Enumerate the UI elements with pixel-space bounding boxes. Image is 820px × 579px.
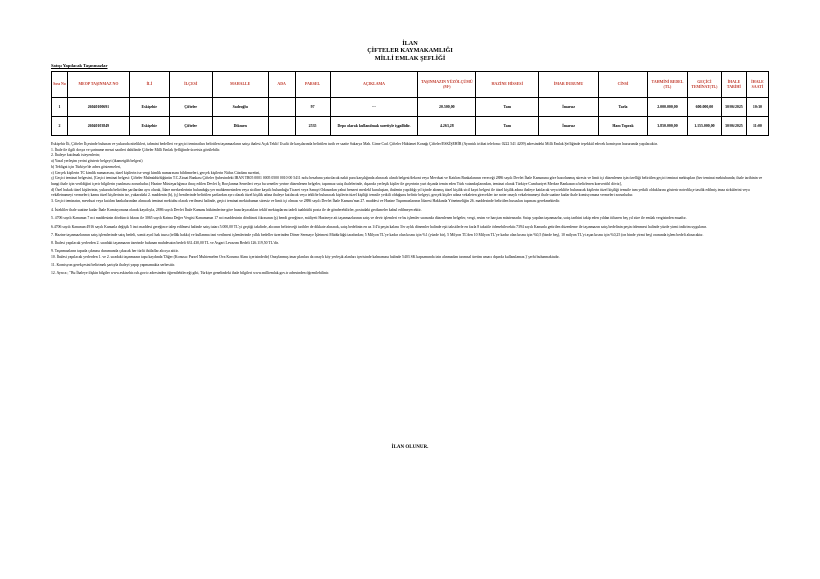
table-row xyxy=(52,117,769,136)
clause-1: 1. İhale ile ilgili dosya ve şartname mesai saatleri dahilinde Çifteler Milli Emlak Şefliğinde ücretsiz görülebilir. xyxy=(51,147,221,152)
clause-9: 9. Taşınmazların tapuda çıkması durumunda çıkacak her türlü ihtilaflar alıcıya aittir. xyxy=(51,249,179,254)
table-cell: Depo olarak kullanılmak suretiyle işgallidir. xyxy=(330,117,418,136)
table-cell: Sadeoğlu xyxy=(212,98,268,117)
table-cell: 2 xyxy=(52,117,68,136)
clause-4: 4. İstekliler ihale saatine kadar İhale Komisyonuna olarak kayıtlıyla, 2886 sayılı Devlet İhale Kanunu hükümlerine göre hazırlayacakları teklif mektuplarını iadeli taahhütlü posta ile de gönderebilirler, postadaki gecikmeler kabul edilmeyecektir. xyxy=(51,208,422,213)
clause-2d: ç) Geçici teminat belgesini, [Geçici teminat belgesi: Çifteler Malmüdürlüğünün T.C.Ziraat Bankası Çifteler Şubesindeki IBAN TR05 0001 0005 0500 0010 00 5411 nolu hesabına yatırılacak nakit para karşılığında alınacak alındı belgesi/dekont veya Mevduat ve Katılım Bankalarının vereceği 2886 sayılı Devlet İhale Kanununa göre hazırlanmış süresiz ve limit içi düzenlenen işin özelliği belirtilen geçici teminat mektupları (her teminat mektubunda; ihale tarihinin ve hangi ihale için verildiğini içerir bilgilerin yazılması zorunludur.) Hazine Müsteşarlığınca ihraç edilen Devlet İç Borçlanma Senetleri veya bu senetler yerine düzenlenen belgeler, taşınmaz satış ihalelerinde, dışarıda yerleşik kişiler ile geçerinin yurt dışında temin eden Türk vatandaşlarından, teminat olarak Türkiye Cumhuriyet Merkez Bankasınca belirlenen konvertibl döviz], xyxy=(51,176,763,186)
clause-7: 7. Hazine taşınmazlarının satış işlemlerinde satış bedeli, somit ayrıl hak tasısı (tellâk hakkı) ve kullanma izni verilmesi işlemlerinde yıllık bedeller üzerinden Döner Sermaye İşletmesi Müdürlüğü tarafından; 5 Milyon TL'ye kadar olan kısmı için %1 (yüzde bir), 5 Milyon TL'den 10 Milyon TL'ye kadar olan kısmı için %0,5 (binde beş), 10 milyon TL'yi aşan kısmı için %0,25 (on binde yirmi beş) oranında işlem bedeli alınacaktır. xyxy=(51,232,704,237)
col-header: MEOP TAŞINMAZ NO xyxy=(67,72,129,98)
col-header: İHALE SAATİ xyxy=(746,72,768,98)
document-header xyxy=(0,40,820,62)
table-subtitle: Satışı Yapılacak Taşınmazlar xyxy=(51,63,108,68)
col-header: PARSEL xyxy=(295,72,330,98)
col-header: Sıra No xyxy=(52,72,68,98)
table-cell: Eskişehir xyxy=(129,98,169,117)
col-header: AÇIKLAMA xyxy=(330,72,418,98)
table-cell: 11:00 xyxy=(746,117,768,136)
clause-2e: d) Özel hukuk tüzel kişilerinin, yukarıda belirtilen şartlardan ayrı olarak, İdare merkezlerinin bulunduğu yer mahkemesinden veya siciline kayıtlı bulunduğu Ticaret veya Sanayi Odasından yahut benzeri meslekî kuruluştan, ihalenin yapıldığı yıl içinde alınmış tüzel kişilik sicil kayıt belgesi ile tüzel kişilik adına ihaleye katılacak veya teklifte bulunacak kişilerin tüzel kişiliği temsile tam yetkili olduklarını gösterir noterlikçe tasdik edilmiş imza sirkülerini veya vekâletnameyi vermeleri; kamu tüzel kişilerinin ise, yukarıdaki 2. maddenin (b), (ç) bentlerinde belirtilen şartlardan ayrı olarak tüzel kişilik adına ihaleye katılacak veya teklifte bulunacak kişilerin tüzel kişiliği temsile yetkili olduğunu belirtir belgeyi, gerçek kişiler adına vekaleten girecekler ise noter onaylı vekaletnameyi ihale saatine kadar ihale komisyonuna vermeleri zorunludur. xyxy=(51,187,750,198)
col-header: TAHMİNİ BEDEL (TL) xyxy=(647,72,687,98)
table-cell: 600.000,00 xyxy=(687,98,721,117)
clause-5: 5. 4706 sayılı Kanunun 7 nci maddesinin dördüncü fıkrası ile 3065 sayılı Katma Değer Vergisi Kanununun 17 nci maddesinin dördüncü fıkrasının (ş) bendi gereğince, müliyeti Hazineye ait taşınmazlarının satış ve devir işlemleri ve bu işlemler sırasında düzenlenen belgeler, vergi, resim ve harçtan müstesnadır. Satışı yapılan taşınmazlar, satış tarihini takip eden yıldan itibaren beş yıl süre ile emlak vergisinden muaftır. xyxy=(51,216,687,221)
table-cell: İmarsız xyxy=(539,98,599,117)
col-header: HAZİNE HİSSESİ xyxy=(476,72,539,98)
col-header: TAŞINMAZIN YÜZÖLÇÜMÜ (M²) xyxy=(418,72,476,98)
table-cell xyxy=(268,117,295,136)
header-line-ilan: İLAN xyxy=(402,40,418,47)
table-cell: Çifteler xyxy=(169,98,212,117)
property-table xyxy=(51,71,769,136)
table-cell: 4.263,28 xyxy=(418,117,476,136)
table-cell: Tam xyxy=(476,117,539,136)
col-header: MAHALLE xyxy=(212,72,268,98)
clause-2b: b) Tebligat için Türkiye'de adres göstermeleri, xyxy=(51,164,122,169)
col-header: İHALE TARİHİ xyxy=(721,72,746,98)
intro-paragraph: Eskişehir İli, Çifteler İlçesinde bulunan ve yukarıda nitelikleri, tahmini bedelleri ve geçici teminatları belirtilen taşınmazların satışı ihalesi Açık Teklif Usulü ile karşılarında belirtilen tarih ve saatte Sakarya Mah. Girne Cad. Çifteler Hükümet Konağı Çifteler/ESKİŞEHİR (Ayrıntılı irtibat telefonu: 0222 541 4209) adresindeki Milli Emlak Şefliğinde teşekkül edecek komisyon huzurunda yapılacaktır. xyxy=(51,142,658,146)
clause-6: 6.4706 sayılı Kanunun 4916 sayılı Kanunla değişik 5 inci maddesi gereğince talep edilmesi halinde satış tutarı 5.000,00 TL'yi geçtiği takdirde, alıcının belirteceği tarihler de dikkate alınarak, satış bedelinin en az 1/4'ü peşin kalanı 3'er aylık dönemler halinde eşit taksitlerle en fazla 8 taksitle ödenebilecektir.7394 sayılı Kanunla getirilen düzenleme ile taşınmazın satış bedelinin peşin ödenmesi halinde yüzde yirmi indirim uygulanır. xyxy=(51,224,707,229)
header-line-sefligi: MİLLİ EMLAK ŞEFLİĞİ xyxy=(374,54,446,62)
table-cell: 1.155.000,00 xyxy=(687,117,721,136)
table-cell: 26040103849 xyxy=(67,117,129,136)
table-row xyxy=(52,98,769,117)
table-cell: 2535 xyxy=(295,117,330,136)
clause-10: 10. İhalesi yapılacak yerlerden 1. ve 2. sıradaki taşınmazın tapu kaydında 'Diğer (Konusu: Parsel Muhtemelen Ova Koruma Alanı içerisindedir) Onaylanmış imar planları da onaylı köy yerleşik alanları içerisinde kalmaması halinde 5403 SK kapsamında izin alınmadan tarımsal üretim amacı dışında kullanılamaz.)' şerhi bulunmaktadır. xyxy=(51,254,560,259)
table-cell: Ham Toprak xyxy=(599,117,648,136)
table-cell xyxy=(268,98,295,117)
table-cell: 20.500,00 xyxy=(418,98,476,117)
col-header: İLİ xyxy=(129,72,169,98)
table-cell: Dikmen xyxy=(212,117,268,136)
header-line-kaymakamlik: ÇİFTELER KAYMAKAMLIĞI xyxy=(367,47,453,55)
table-cell: Çifteler xyxy=(169,117,212,136)
table-cell: Eskişehir xyxy=(129,117,169,136)
clause-8: 8. İhalesi yapılacak yerlerden 2. sıradaki taşınmazın üzerinde bulunan muhdesatın bedeli 631.430,00 TL ve Asgari Levazım Bedeli 126.119,50 TL'dir. xyxy=(51,241,279,246)
table-cell: 30/06/2025 xyxy=(721,117,746,136)
table-cell: 97 xyxy=(295,98,330,117)
col-header: ADA xyxy=(268,72,295,98)
clause-11: 11. Komisyon gerekçesini belirtmek şartıyla ihaleyi yapıp yapmamakta serbesttir. xyxy=(51,263,175,268)
col-header: CİNSİ xyxy=(599,72,648,98)
table-cell: --- xyxy=(330,98,418,117)
col-header: İMAR DURUMU xyxy=(539,72,599,98)
clause-12: 12. Ayrıca ; "Bu İhaleye ilişkin bilgiler www.eskisehir.csb.gov.tr adresinden öğrenilebileceği gibi, Türkiye genelindeki ihale bilgileri www.milliemlak.gov.tr adresinden öğrenilebilinir. xyxy=(51,271,329,276)
table-cell: İmarsız xyxy=(539,117,599,136)
clause-2c: c) Gerçek kişilerin TC kimlik numarasını, tüzel kişilerin ise vergi kimlik numarasını bildirmeleri, gerçek kişilerin Nüfus Cüzdanı suretini, xyxy=(51,170,261,175)
table-cell: 3.850.000,00 xyxy=(647,117,687,136)
table-cell: Tarla xyxy=(599,98,648,117)
table-cell: 2.000.000,00 xyxy=(647,98,687,117)
clause-2: 2. İhaleye katılmak isteyenlerin; xyxy=(51,153,100,158)
table-cell: Tam xyxy=(476,98,539,117)
table-header-row xyxy=(52,72,769,98)
col-header: İLÇESİ xyxy=(169,72,212,98)
table-cell: 10:30 xyxy=(746,98,768,117)
table-cell: 1 xyxy=(52,98,68,117)
clause-3: 3. Geçici teminatın, mevduat veya katılım bankalarından alınacak teminat mektubu olarak verilmesi halinde, geçici teminat mektubunun süresiz ve limit içi olması ve 2886 sayılı Devlet İhale Kanunu'nun 27. maddesi ve Hazine Taşınmazlarının İdaresi Hakkında Yönetmeliğin 26. maddesinde belirtilen hususları taşıması gerekmektedir. xyxy=(51,199,561,204)
announcement-body xyxy=(51,142,769,277)
closing-statement: İLAN OLUNUR. xyxy=(391,445,429,450)
table-cell: 26040100691 xyxy=(67,98,129,117)
col-header: GEÇİCİ TEMİNAT(TL) xyxy=(687,72,721,98)
clause-2a: a) Yasal yerleşim yerini gösterir belgeyi (ikametgâh belgesi) xyxy=(51,159,143,164)
table-cell: 30/06/2025 xyxy=(721,98,746,117)
